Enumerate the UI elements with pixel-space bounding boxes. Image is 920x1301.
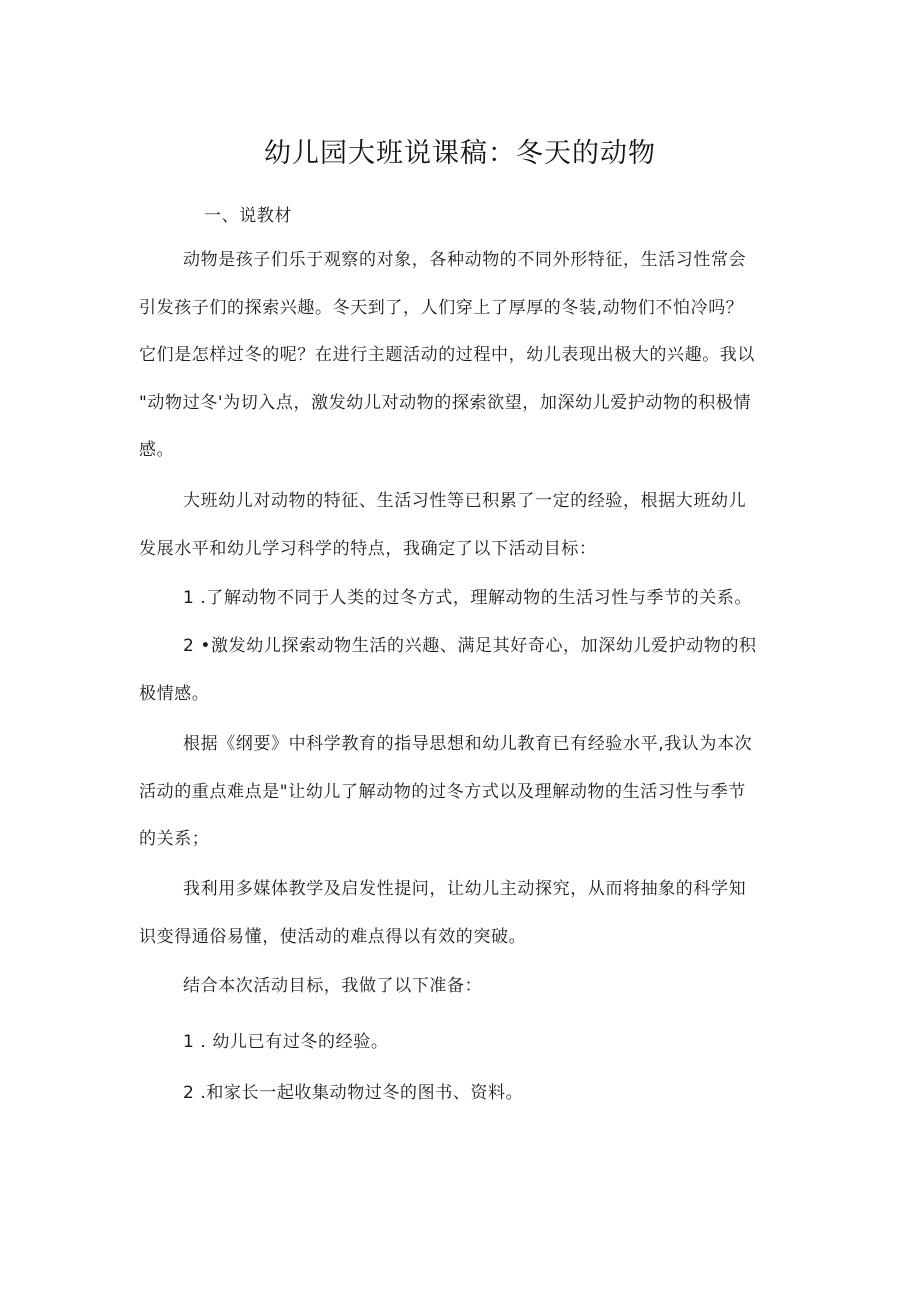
paragraph-line: 的关系；	[139, 829, 210, 849]
list-item-continuation: 极情感。	[139, 684, 210, 704]
paragraph-line: 根据《纲要》中科学教育的指导思想和幼儿教育已有经验水平,我认为本次	[183, 734, 753, 754]
paragraph-line: 我利用多媒体教学及启发性提问，让幼儿主动探究，从而将抽象的科学知	[183, 879, 747, 899]
paragraph-line: 它们是怎样过冬的呢？在进行主题活动的过程中，幼儿表现出极大的兴趣。我以	[139, 345, 755, 365]
paragraph-line: 感。	[139, 440, 175, 460]
list-item: 1 .了解动物不同于人类的过冬方式，理解动物的生活习性与季节的关系。	[183, 588, 753, 608]
paragraph-line: 结合本次活动目标，我做了以下准备：	[183, 976, 483, 996]
paragraph-line: 识变得通俗易懂，使活动的难点得以有效的突破。	[139, 927, 527, 947]
paragraph-line: 引发孩子们的探索兴趣。冬天到了，人们穿上了厚厚的冬装,动物们不怕冷吗？	[139, 298, 744, 318]
paragraph-line: "动物过冬'为切入点，激发幼儿对动物的探索欲望，加深幼儿爱护动物的积极情	[139, 393, 752, 413]
paragraph-line: 活动的重点难点是"让幼儿了解动物的过冬方式以及理解动物的生活习性与季节	[139, 782, 746, 802]
list-item: 2 .和家长一起收集动物过冬的图书、资料。	[183, 1083, 524, 1103]
section-heading: 一、说教材	[204, 206, 292, 226]
paragraph-line: 大班幼儿对动物的特征、生活习性等已积累了一定的经验，根据大班幼儿	[183, 491, 747, 511]
document-title: 幼儿园大班说课稿：冬天的动物	[264, 138, 656, 169]
paragraph-line: 发展水平和幼儿学习科学的特点，我确定了以下活动目标：	[139, 539, 597, 559]
list-item: 2 •激发幼儿探索动物生活的兴趣、满足其好奇心，加深幼儿爱护动物的积	[183, 636, 757, 656]
paragraph-line: 动物是孩子们乐于观察的对象，各种动物的不同外形特征，生活习性常会	[183, 250, 747, 270]
list-item: 1 . 幼儿已有过冬的经验。	[183, 1032, 389, 1052]
